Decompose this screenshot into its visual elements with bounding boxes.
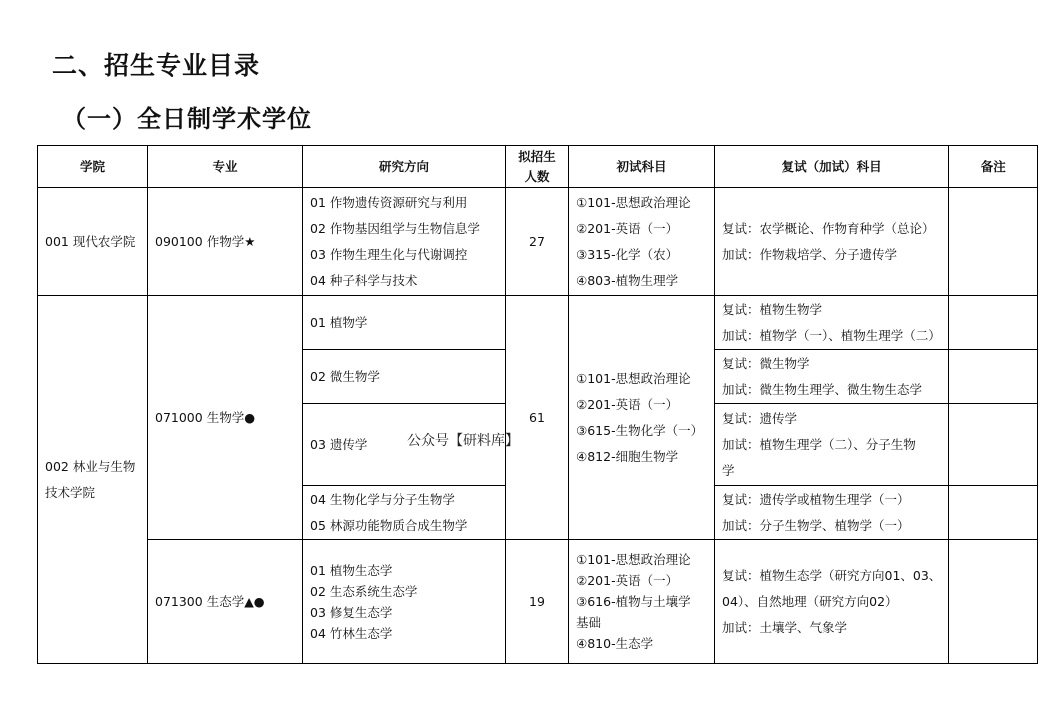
- exam-line: ①101-思想政治理论: [576, 370, 691, 386]
- retest-line: 复试：遗传学或植物生理学（一）: [722, 491, 910, 507]
- direction-cell: 03 遗传学: [303, 404, 506, 486]
- retest-line: 加试：植物学（一）、植物生理学（二）: [722, 327, 941, 343]
- table-row: [38, 296, 1038, 350]
- exam-line: ②201-英语（一）: [576, 220, 679, 236]
- section-heading: 二、招生专业目录: [52, 51, 261, 80]
- exams-cell: [569, 188, 715, 296]
- table-row: [38, 540, 1038, 664]
- major-cell: 090100 作物学★: [148, 188, 303, 296]
- retest-line: 加试：植物生理学（二）、分子生物: [722, 436, 916, 452]
- exam-line: ②201-英语（一）: [576, 396, 679, 412]
- retest-line: 学: [722, 462, 735, 478]
- direction-line: 04 竹林生态学: [310, 625, 393, 641]
- remarks-cell: [949, 188, 1038, 296]
- table-row: [38, 188, 1038, 296]
- exam-line: ④812-细胞生物学: [576, 448, 679, 464]
- header-count: [506, 146, 569, 188]
- enrollment-table: [37, 145, 1038, 664]
- major-cell: 071300 生态学▲●: [148, 540, 303, 664]
- exam-line: ②201-英语（一）: [576, 573, 679, 588]
- remarks-cell: [949, 540, 1038, 664]
- college-line: 002 林业与生物: [45, 458, 136, 474]
- exam-line: ④810-生态学: [576, 636, 654, 651]
- header-count-line1: 拟招生: [518, 148, 556, 164]
- retest-line: 复试：植物生物学: [722, 301, 823, 317]
- direction-line: 01 作物遗传资源研究与利用: [310, 194, 468, 210]
- retest-line: 04）、自然地理（研究方向02）: [722, 593, 898, 609]
- college-line: 技术学院: [45, 484, 96, 500]
- header-major: 专业: [148, 146, 303, 188]
- retest-line: 加试：分子生物学、植物学（一）: [722, 517, 910, 533]
- watermark: 公众号【研料库】: [407, 433, 519, 449]
- retest-line: 复试：微生物学: [722, 355, 810, 371]
- direction-line: 02 生态系统生态学: [310, 583, 418, 599]
- count-cell: 19: [506, 540, 569, 664]
- direction-line: 04 生物化学与分子生物学: [310, 491, 455, 507]
- direction-line: 01 植物生态学: [310, 562, 393, 578]
- remarks-cell: [949, 350, 1038, 404]
- retest-cell: [715, 540, 949, 664]
- count-cell: 61: [506, 296, 569, 540]
- header-exams: 初试科目: [569, 146, 715, 188]
- header-direction: 研究方向: [303, 146, 506, 188]
- exam-line: 基础: [576, 615, 602, 630]
- exam-line: ③615-生物化学（一）: [576, 422, 704, 438]
- retest-line: 复试：农学概论、作物育种学（总论）: [722, 220, 935, 236]
- direction-cell: 02 微生物学: [303, 350, 506, 404]
- direction-cell: 01 植物学: [303, 296, 506, 350]
- direction-line: 04 种子科学与技术: [310, 272, 418, 288]
- subsection-heading: （一）全日制学术学位: [62, 105, 312, 133]
- retest-line: 加试：微生物生理学、微生物生态学: [722, 381, 923, 397]
- retest-cell: [715, 486, 949, 540]
- header-count-line2: 人数: [524, 168, 550, 184]
- direction-line: 03 修复生态学: [310, 604, 393, 620]
- college-cell: 001 现代农学院: [38, 188, 148, 296]
- direction-cell: [303, 188, 506, 296]
- retest-line: 复试：植物生态学（研究方向01、03、: [722, 567, 942, 583]
- direction-cell: [303, 540, 506, 664]
- header-row: [38, 146, 1038, 188]
- retest-cell: [715, 188, 949, 296]
- count-cell: 27: [506, 188, 569, 296]
- retest-cell: [715, 350, 949, 404]
- retest-line: 加试：土壤学、气象学: [722, 619, 848, 635]
- header-retest: 复试（加试）科目: [715, 146, 949, 188]
- exam-line: ①101-思想政治理论: [576, 552, 691, 567]
- major-cell: 071000 生物学●: [148, 296, 303, 540]
- retest-cell: [715, 404, 949, 486]
- retest-line: 加试：作物栽培学、分子遗传学: [722, 246, 898, 262]
- exam-line: ①101-思想政治理论: [576, 194, 691, 210]
- header-remarks: 备注: [949, 146, 1038, 188]
- exams-cell: [569, 540, 715, 664]
- direction-line: 03 作物生理生化与代谢调控: [310, 246, 468, 262]
- remarks-cell: [949, 486, 1038, 540]
- direction-line: 02 作物基因组学与生物信息学: [310, 220, 480, 236]
- direction-cell: [303, 486, 506, 540]
- college-cell: [38, 296, 148, 664]
- direction-line: 05 林源功能物质合成生物学: [310, 517, 468, 533]
- exam-line: ③315-化学（农）: [576, 246, 679, 262]
- remarks-cell: [949, 404, 1038, 486]
- exam-line: ③616-植物与土壤学: [576, 594, 691, 609]
- exams-cell: [569, 296, 715, 540]
- exam-line: ④803-植物生理学: [576, 272, 679, 288]
- header-college: 学院: [38, 146, 148, 188]
- remarks-cell: [949, 296, 1038, 350]
- retest-cell: [715, 296, 949, 350]
- retest-line: 复试：遗传学: [722, 410, 798, 426]
